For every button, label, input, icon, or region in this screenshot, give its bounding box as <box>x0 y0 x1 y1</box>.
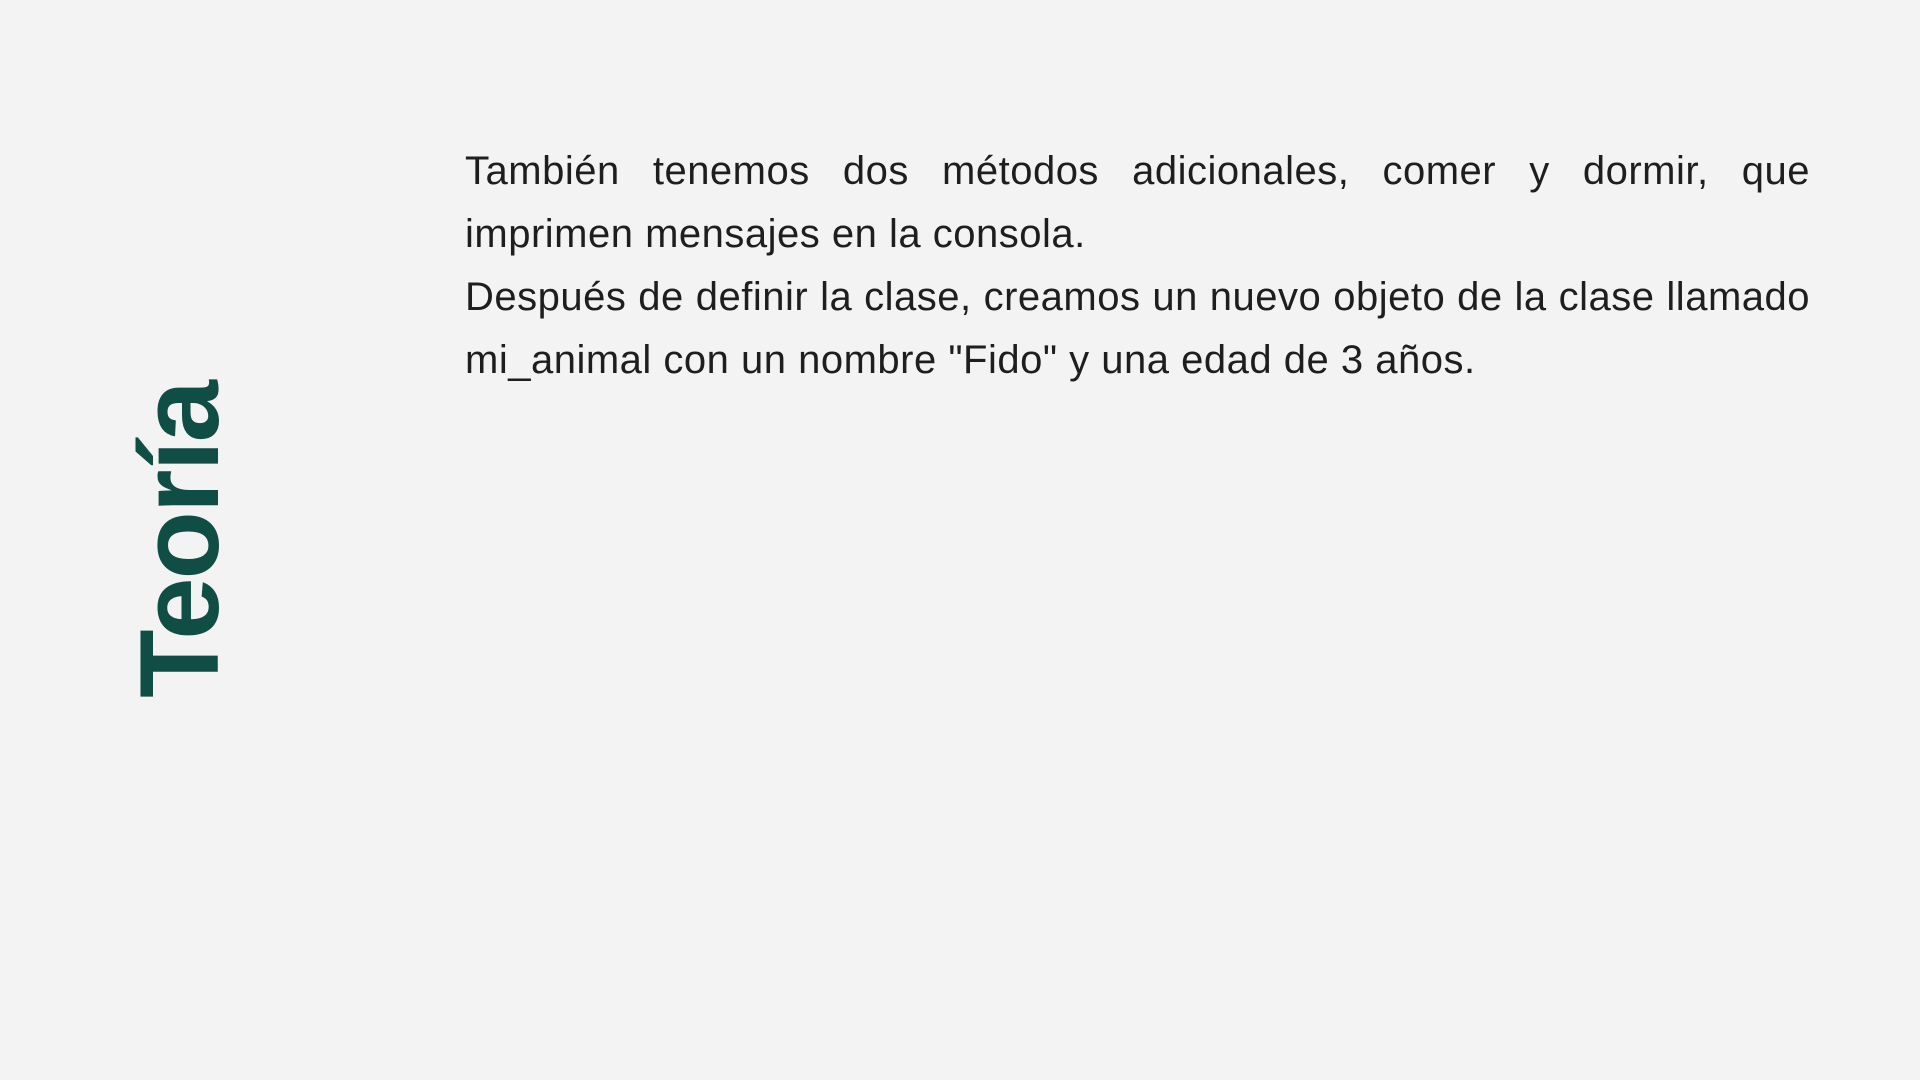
paragraph-object: Después de definir la clase, creamos un nuevo objeto de la clase llamado mi_animal con un nombre "Fido" y una edad de 3 años. <box>465 275 1810 382</box>
paragraph-methods: También tenemos dos métodos adicionales, comer y dormir, que imprimen mensajes en la consola. <box>465 149 1810 256</box>
content-body <box>465 140 1810 392</box>
side-title: Teoría <box>117 382 242 698</box>
